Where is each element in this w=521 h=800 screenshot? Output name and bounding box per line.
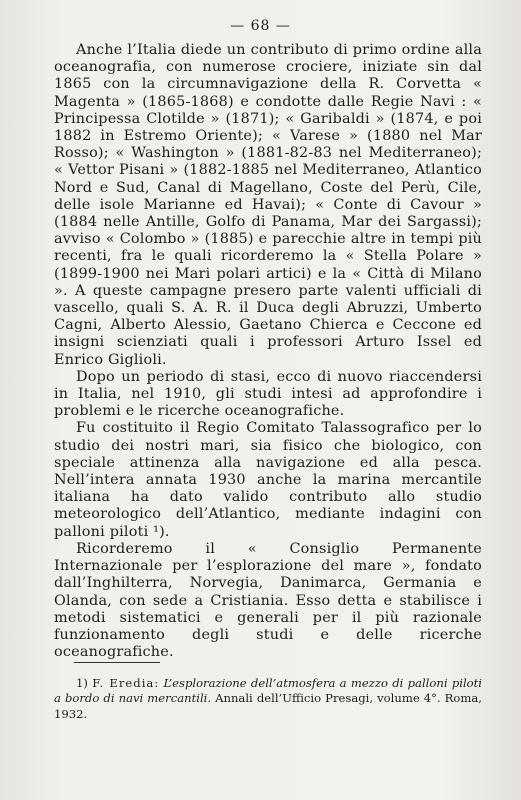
- main-text: [54, 42, 482, 661]
- paragraph-talassografico-committee: Fu costituito il Regio Comitato Talassografico per lo studio dei nostri mari, sia fisico che biologico, con speciale attinenza alla navigazione ed alla pesca. Nell’intera annata 1930 anche la marina mercantile italiana ha dato valido contributo allo studio meteorologico dell’Atlantico, mediante indagini con palloni piloti ¹).: [54, 420, 482, 540]
- footnote-title: L’esplorazione dell’atmosfera a mezzo di palloni piloti a bordo di navi mercantili.: [54, 676, 483, 706]
- paragraph-italian-expeditions: Anche l’Italia diede un contributo di primo ordine alla oceanografia, con numerose crociere, iniziate sin dal 1865 con la circumnavigazione della R. Corvetta « Magenta » (1865-1868) e condotte dalle Regie Navi : « Principessa Clotilde » (1871); « Garibaldi » (1874, e poi 1882 in Estremo Oriente); « Varese » (1880 nel Mar Rosso); « Washington » (1881-82-83 nel Mediterraneo); « Vettor Pisani » (1882-1885 nel Mediterraneo, Atlantico Nord e Sud, Canal di Magellano, Coste del Perù, Cile, delle isole Marianne ed Havai); « Conte di Cavour » (1884 nelle Antille, Golfo di Panama, Mar dei Sargassi); avviso « Colombo » (1885) e parecchie altre in tempi più recenti, fra le quali ricorderemo la « Stella Polare » (1899-1900 nei Mari polari artici) e la « Città di Milano ». A queste campagne presero parte valenti ufficiali di vascello, quali S. A. R. il Duca degli Abruzzi, Umberto Cagni, Alberto Alessio, Gaetano Chierca e Ceccone ed insigni scienziati quali i professori Arturo Issel ed Enrico Giglioli.: [54, 42, 482, 368]
- footnote: [54, 676, 482, 722]
- footnote-publication: Annali dell’Ufficio Presagi, volume 4°. Roma, 1932.: [54, 691, 482, 721]
- footnote-divider: [74, 662, 160, 663]
- footnote-marker: 1): [76, 676, 88, 690]
- paragraph-international-council: Ricorderemo il « Consiglio Permanente Internazionale per l’esplorazione del mare », fondato dall’Inghilterra, Norvegia, Danimarca, Germania e Olanda, con sede a Cristiania. Esso detta e stabilisce i metodi sistematici e generali per il più razionale funzionamento degli studi e delle ricerche oceanografiche.: [54, 540, 482, 661]
- page-number: — 68 —: [230, 18, 291, 34]
- footnote-author: F. Eredia:: [92, 676, 160, 690]
- paragraph-revival-1910: Dopo un periodo di stasi, ecco di nuovo riaccendersi in Italia, nel 1910, gli studi intesi ad approfondire i problemi e le ricerche oceanografiche.: [54, 368, 482, 420]
